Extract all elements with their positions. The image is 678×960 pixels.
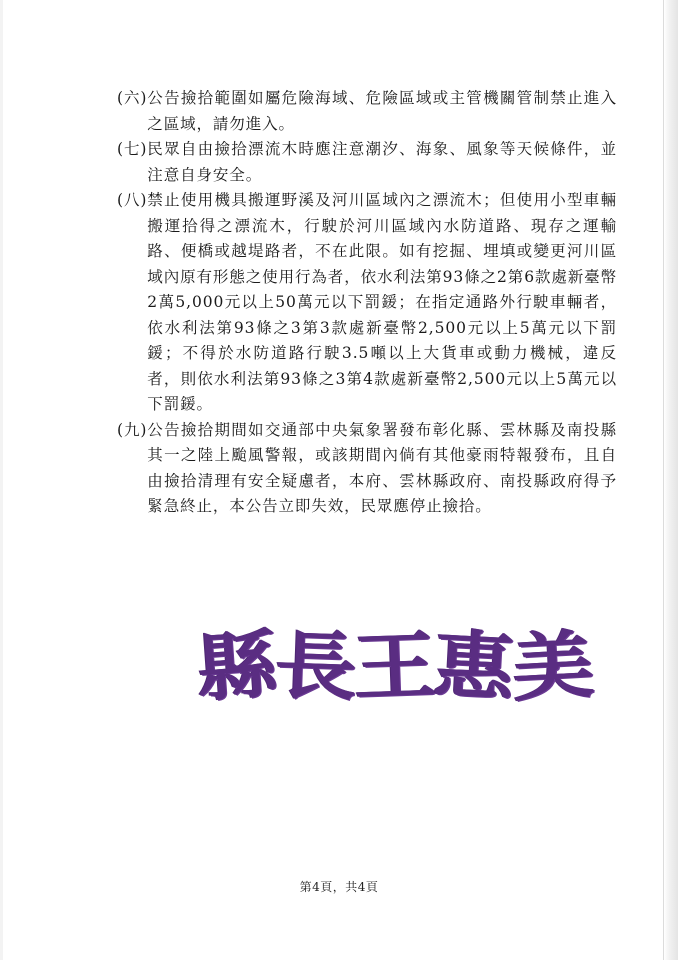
seal-char-county: 縣 [194, 621, 280, 713]
clause-8 [117, 188, 617, 418]
clause-text: 公告撿拾範圍如屬危險海域、危險區域或主管機關管制禁止進入之區域，請勿進入。 [147, 89, 617, 133]
document-body [117, 86, 617, 520]
magistrate-signature-seal [194, 612, 596, 722]
seal-char-given-2: 美 [510, 621, 596, 713]
seal-char-given-1: 惠 [431, 621, 517, 713]
clause-9 [117, 418, 617, 520]
clause-number: (九) [117, 420, 148, 439]
clause-number: (八) [117, 191, 148, 209]
seal-char-head: 長 [273, 622, 359, 712]
clause-text: 禁止使用機具搬運野溪及河川區域內之漂流木；但使用小型車輛搬運拾得之漂流木，行駛於河川區域內水防道路、現存之運輸路、便橋或越堤路者，不在此限。如有挖掘、埋填或變更河川區域內原有形態之使用行為者，依水利法第93條之2第6款處新臺幣2萬5,000元以上50萬元以下罰鍰；在指定通路外行駛車輛者，依水利法第93條之3第3款處新臺幣2,500元以上5萬元以下罰鍰；不得於水防道路行駛3.5噸以上大貨車或動力機械，違反者，則依水利法第93條之3第4款處新臺幣2,500元以上5萬元以下罰鍰。 [147, 191, 617, 413]
clause-number: (七) [117, 140, 148, 158]
scan-edge-right [663, 0, 678, 960]
seal-char-surname: 王 [352, 622, 438, 712]
clause-text: 公告撿拾期間如交通部中央氣象署發布彰化縣、雲林縣及南投縣其一之陸上颱風警報，或該期間內倘有其他豪雨特報發布，且自由撿拾清理有安全疑慮者，本府、雲林縣政府、南投縣政府得予緊急終止，本公告立即失效，民眾應停止撿拾。 [147, 420, 617, 515]
clause-text: 民眾自由撿拾漂流木時應注意潮汐、海象、風象等天候條件，並注意自身安全。 [147, 140, 617, 184]
clause-7 [117, 137, 617, 188]
scan-edge-left [0, 0, 3, 960]
clause-6 [117, 86, 617, 137]
clause-number: (六) [117, 89, 148, 107]
page-footer: 第4頁，共4頁 [299, 880, 379, 894]
